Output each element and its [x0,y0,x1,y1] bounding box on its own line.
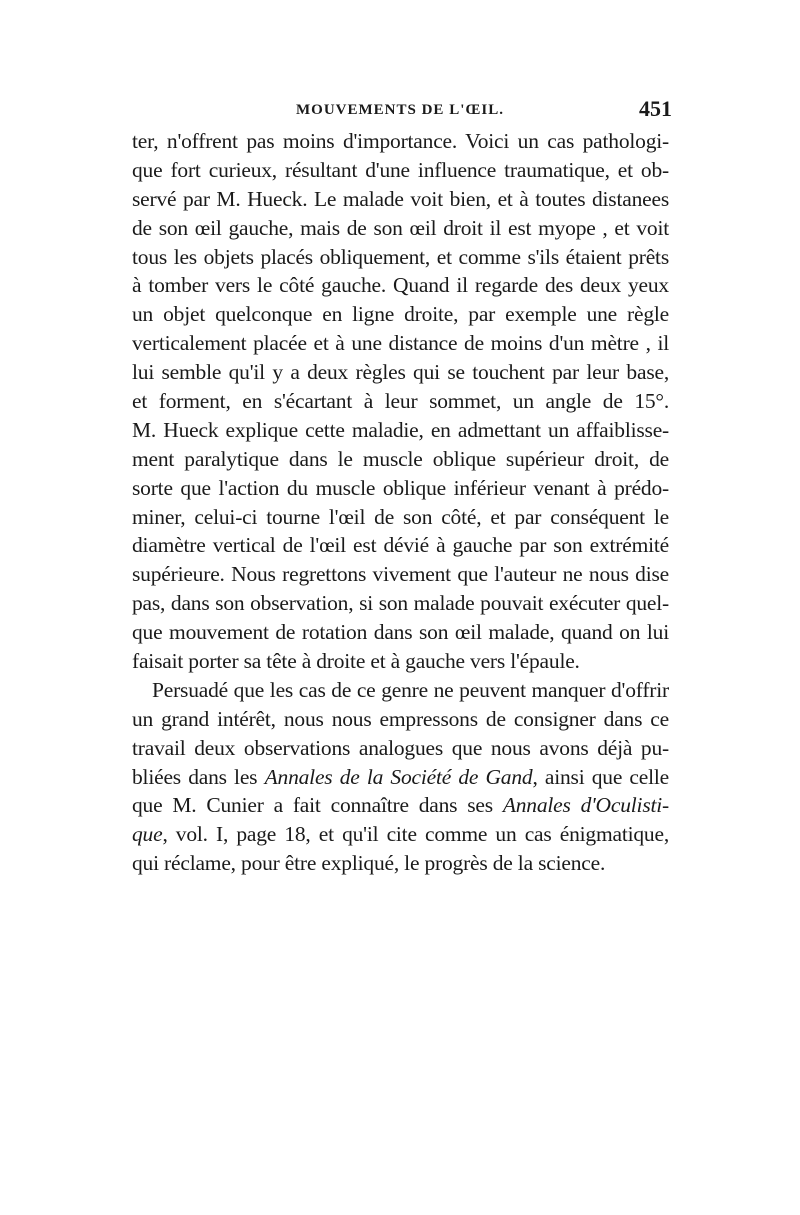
text-segment: supérieure. Nous regrettons vivement que l'auteur ne nous dise [132,562,669,587]
page-number: 451 [639,96,672,121]
text-segment: Persuadé que les cas de ce genre ne peuvent manquer d'offrir [152,677,669,702]
text-line [132,387,669,416]
text-segment: pas, dans son observation, si son malade pouvait exécuter quel- [132,591,669,616]
text-line [132,676,669,705]
text-line [132,763,669,792]
text-line [132,358,669,387]
text-line [132,329,669,358]
text-line [132,820,669,849]
text-line [132,503,669,532]
text-segment: miner, celui-ci tourne l'œil de son côté, et par conséquent le [132,504,669,529]
text-line [132,271,669,300]
body-text [132,127,669,878]
text-segment: tous les objets placés obliquement, et comme s'ils étaient prêts [132,244,669,269]
text-line [132,416,669,445]
text-line [132,243,669,272]
text-segment: que fort curieux, résultant d'une influence traumatique, et ob- [132,157,669,182]
text-line [132,214,669,243]
italic-text: Annales d'Oculisti- [502,793,669,818]
text-segment: faisait porter sa tête à droite et à gauche vers l'épaule. [132,649,580,674]
text-segment: de son œil gauche, mais de son œil droit il est myope , et voit [132,215,669,240]
text-line [132,791,669,820]
text-segment: diamètre vertical de l'œil est dévié à gauche par son extrémité [132,533,669,558]
italic-text: que [132,822,163,847]
text-line [132,589,669,618]
running-head [128,96,672,126]
text-segment: que M. Cunier a fait connaître dans ses [132,793,503,818]
text-segment: ter, n'offrent pas moins d'importance. Voici un cas pathologi- [132,129,669,153]
text-line [132,647,669,676]
text-segment: lui semble qu'il y a deux règles qui se touchent par leur base, [132,360,669,385]
text-line [132,560,669,589]
text-segment: verticalement placée et à une distance de moins d'un mètre , il [132,331,669,356]
text-line [132,300,669,329]
text-line [132,531,669,560]
text-line [132,705,669,734]
text-line [132,156,669,185]
text-line [132,734,669,763]
text-line [132,618,669,647]
text-segment: ment paralytique dans le muscle oblique supérieur droit, de [132,446,669,471]
text-segment: sorte que l'action du muscle oblique inférieur venant à prédo- [132,475,669,500]
text-line [132,849,669,878]
text-segment: un objet quelconque en ligne droite, par exemple une règle [132,302,669,327]
text-segment: servé par M. Hueck. Le malade voit bien, et à toutes distanees [132,186,669,211]
text-segment: à tomber vers le côté gauche. Quand il regarde des deux yeux [132,273,669,298]
text-segment: bliées dans les [132,764,265,789]
running-title: MOUVEMENTS DE L'ŒIL. [296,102,504,118]
text-segment: un grand intérêt, nous nous empressons de consigner dans ce [132,706,669,731]
text-segment: et forment, en s'écartant à leur sommet, un angle de 15°. [132,389,669,414]
italic-text: Annales de la Société de Gand [264,764,533,789]
text-segment: que mouvement de rotation dans son œil malade, quand on lui [132,620,669,645]
text-segment: travail deux observations analogues que nous avons déjà pu- [132,735,669,760]
text-segment: , vol. I, page 18, et qu'il cite comme un cas énigmatique, [162,822,669,847]
text-line [132,474,669,503]
text-segment: M. Hueck explique cette maladie, en admettant un affaiblisse- [132,417,669,442]
text-line [132,445,669,474]
text-line [132,127,669,156]
text-line [132,185,669,214]
text-segment: qui réclame, pour être expliqué, le progrès de la science. [132,851,606,876]
text-segment: , ainsi que celle [532,764,669,789]
